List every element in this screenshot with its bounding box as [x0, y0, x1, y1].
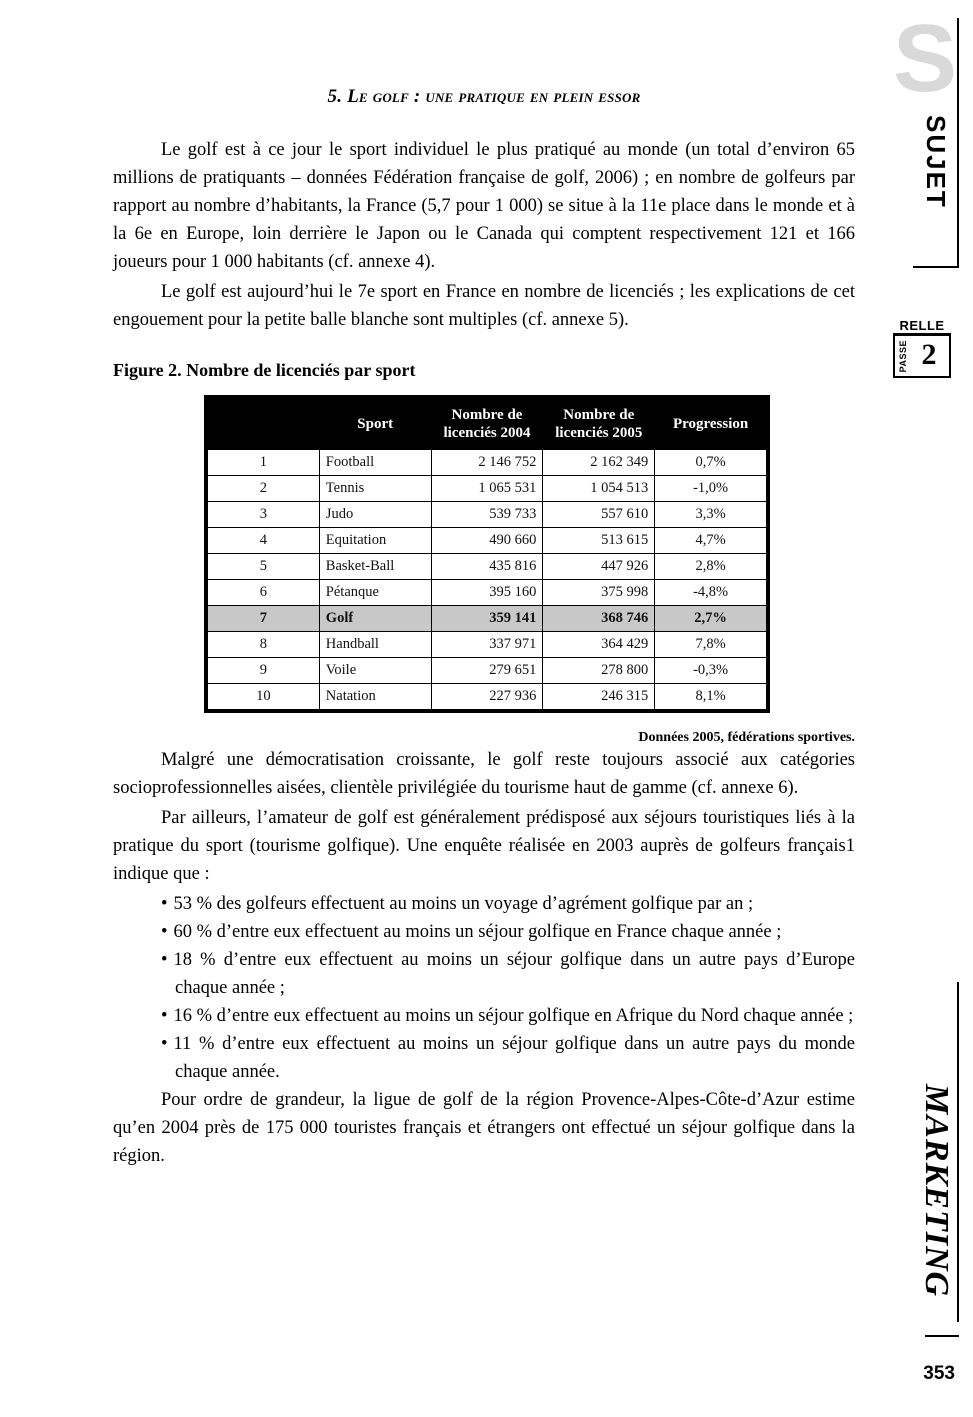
table-row — [208, 528, 767, 554]
sidebar-vertical-label: SUJET — [921, 115, 951, 209]
column-header-rank — [208, 399, 320, 450]
table-row — [208, 580, 767, 606]
table-row — [208, 554, 767, 580]
table-header-row — [208, 399, 767, 450]
table-row — [208, 632, 767, 658]
passerelle-body — [893, 334, 951, 378]
column-header-sport: Sport — [319, 399, 431, 450]
cell-2004: 1 065 531 — [431, 476, 543, 502]
cell-2005: 368 746 — [543, 606, 655, 632]
paragraph-5: Pour ordre de grandeur, la ligue de golf de la région Provence-Alpes-Côte-d’Azur estime qu’en 2004 près de 175 000 touristes français et étrangers ont effectué un séjour golfique dans la région. — [113, 1090, 855, 1166]
cell-2004: 2 146 752 — [431, 450, 543, 476]
cell-2005: 557 610 — [543, 502, 655, 528]
list-item — [161, 1002, 855, 1030]
margin-rule-top — [957, 18, 959, 268]
cell-rank: 10 — [208, 684, 320, 710]
cell-sport: Basket-Ball — [319, 554, 431, 580]
figure-caption: Figure 2. Nombre de licenciés par sport — [113, 360, 416, 380]
cell-progression: 2,8% — [655, 554, 767, 580]
table-border — [204, 395, 770, 713]
cell-rank: 8 — [208, 632, 320, 658]
bullet-marker: • — [161, 922, 168, 942]
margin-rule-top-tick — [913, 266, 959, 268]
cell-progression: 4,7% — [655, 528, 767, 554]
page-title — [113, 86, 855, 108]
bullet-marker: • — [161, 950, 168, 970]
cell-2005: 278 800 — [543, 658, 655, 684]
list-item — [161, 1030, 855, 1086]
document-body — [113, 86, 855, 1172]
cell-2005: 447 926 — [543, 554, 655, 580]
cell-sport: Pétanque — [319, 580, 431, 606]
paragraph-4: Par ailleurs, l’amateur de golf est généralement prédisposé aux séjours touristiques liés à la pratique du sport (tourisme golfique). Une enquête réalisée en 2003 auprès de golfeurs français1 indique que : — [113, 808, 855, 884]
section-title-text: Le golf : une pratique en plein essor — [347, 86, 641, 107]
cell-2005: 513 615 — [543, 528, 655, 554]
passerelle-number: 2 — [921, 338, 937, 371]
cell-sport: Football — [319, 450, 431, 476]
corner-mark — [925, 1335, 959, 1337]
table-row — [208, 476, 767, 502]
cell-rank: 7 — [208, 606, 320, 632]
bullet-marker: • — [161, 1034, 168, 1054]
table-row-highlighted — [208, 606, 767, 632]
list-item — [161, 946, 855, 1002]
paragraph-3: Malgré une démocratisation croissante, le golf reste toujours associé aux catégories socioprofessionnelles aisées, clientèle privilégiée du tourisme haut de gamme (cf. annexe 6). — [113, 750, 855, 798]
cell-rank: 4 — [208, 528, 320, 554]
cell-rank: 9 — [208, 658, 320, 684]
list-item-text: 16 % d’entre eux effectuent au moins un séjour golfique en Afrique du Nord chaque année ; — [173, 1006, 854, 1026]
cell-2004: 279 651 — [431, 658, 543, 684]
cell-sport: Equitation — [319, 528, 431, 554]
cell-progression: 3,3% — [655, 502, 767, 528]
cell-progression: -0,3% — [655, 658, 767, 684]
table-row — [208, 684, 767, 710]
cell-2004: 227 936 — [431, 684, 543, 710]
cell-progression: 7,8% — [655, 632, 767, 658]
cell-2005: 1 054 513 — [543, 476, 655, 502]
cell-rank: 2 — [208, 476, 320, 502]
cell-2004: 435 816 — [431, 554, 543, 580]
table-source-note: Données 2005, fédérations sportives. — [638, 730, 855, 745]
column-header-2004: Nombre de licenciés 2004 — [431, 399, 543, 450]
cell-sport: Voile — [319, 658, 431, 684]
column-header-2005: Nombre de licenciés 2005 — [543, 399, 655, 450]
cell-sport: Tennis — [319, 476, 431, 502]
paragraph-2: Le golf est aujourd’hui le 7e sport en France en nombre de licenciés ; les explications de cet engouement pour la petite balle blanche sont multiples (cf. annexe 5). — [113, 282, 855, 330]
sidebar-discipline-label: MARKETING — [918, 1083, 955, 1297]
table-row — [208, 658, 767, 684]
cell-progression: -1,0% — [655, 476, 767, 502]
passerelle-top-label: RELLE — [893, 318, 951, 334]
cell-2005: 364 429 — [543, 632, 655, 658]
cell-rank: 6 — [208, 580, 320, 606]
cell-rank: 5 — [208, 554, 320, 580]
cell-progression: -4,8% — [655, 580, 767, 606]
cell-rank: 3 — [208, 502, 320, 528]
cell-rank: 1 — [208, 450, 320, 476]
bullet-marker: • — [161, 1006, 168, 1026]
list-item-text: 18 % d’entre eux effectuent au moins un séjour golfique dans un autre pays d’Europe chaque année ; — [173, 950, 855, 998]
list-item-text: 11 % d’entre eux effectuent au moins un séjour golfique dans un autre pays du monde chaque année. — [173, 1034, 855, 1082]
table-body — [208, 450, 767, 710]
list-item-text: 53 % des golfeurs effectuent au moins un voyage d’agrément golfique par an ; — [173, 894, 754, 914]
table-row — [208, 450, 767, 476]
table-header — [208, 399, 767, 450]
cell-2004: 337 971 — [431, 632, 543, 658]
cell-progression: 0,7% — [655, 450, 767, 476]
sidebar-big-letter: S — [892, 5, 955, 112]
cell-progression: 8,1% — [655, 684, 767, 710]
cell-2004: 395 160 — [431, 580, 543, 606]
cell-sport: Golf — [319, 606, 431, 632]
list-item — [161, 890, 855, 918]
cell-sport: Natation — [319, 684, 431, 710]
passerelle-badge — [893, 318, 951, 378]
list-item — [161, 918, 855, 946]
cell-sport: Judo — [319, 502, 431, 528]
section-number: 5. — [327, 86, 343, 107]
table-container — [204, 395, 764, 718]
cell-2005: 246 315 — [543, 684, 655, 710]
cell-2005: 375 998 — [543, 580, 655, 606]
bullet-marker: • — [161, 894, 168, 914]
list-item-text: 60 % d’entre eux effectuent au moins un séjour golfique en France chaque année ; — [173, 922, 782, 942]
column-header-progression: Progression — [655, 399, 767, 450]
cell-2004: 539 733 — [431, 502, 543, 528]
cell-2005: 2 162 349 — [543, 450, 655, 476]
margin-rule-bottom — [957, 982, 959, 1322]
passerelle-side-label: PASSE — [898, 340, 908, 373]
licences-table — [207, 398, 767, 710]
cell-sport: Handball — [319, 632, 431, 658]
cell-2004: 490 660 — [431, 528, 543, 554]
bullet-list — [113, 890, 855, 1086]
cell-progression: 2,7% — [655, 606, 767, 632]
table-row — [208, 502, 767, 528]
cell-2004: 359 141 — [431, 606, 543, 632]
paragraph-1: Le golf est à ce jour le sport individuel le plus pratiqué au monde (un total d’environ 65 millions de pratiquants – données Fédération française de golf, 2006) ; en nombre de golfeurs par rapport au nombre d’habitants, la France (5,7 pour 1 000) se situe à la 11e place dans le monde et à la 6e en Europe, loin derrière le Japon ou le Canada qui comptent respectivement 121 et 166 joueurs pour 1 000 habitants (cf. annexe 4). — [113, 140, 855, 272]
page-number: 353 — [923, 1363, 955, 1384]
